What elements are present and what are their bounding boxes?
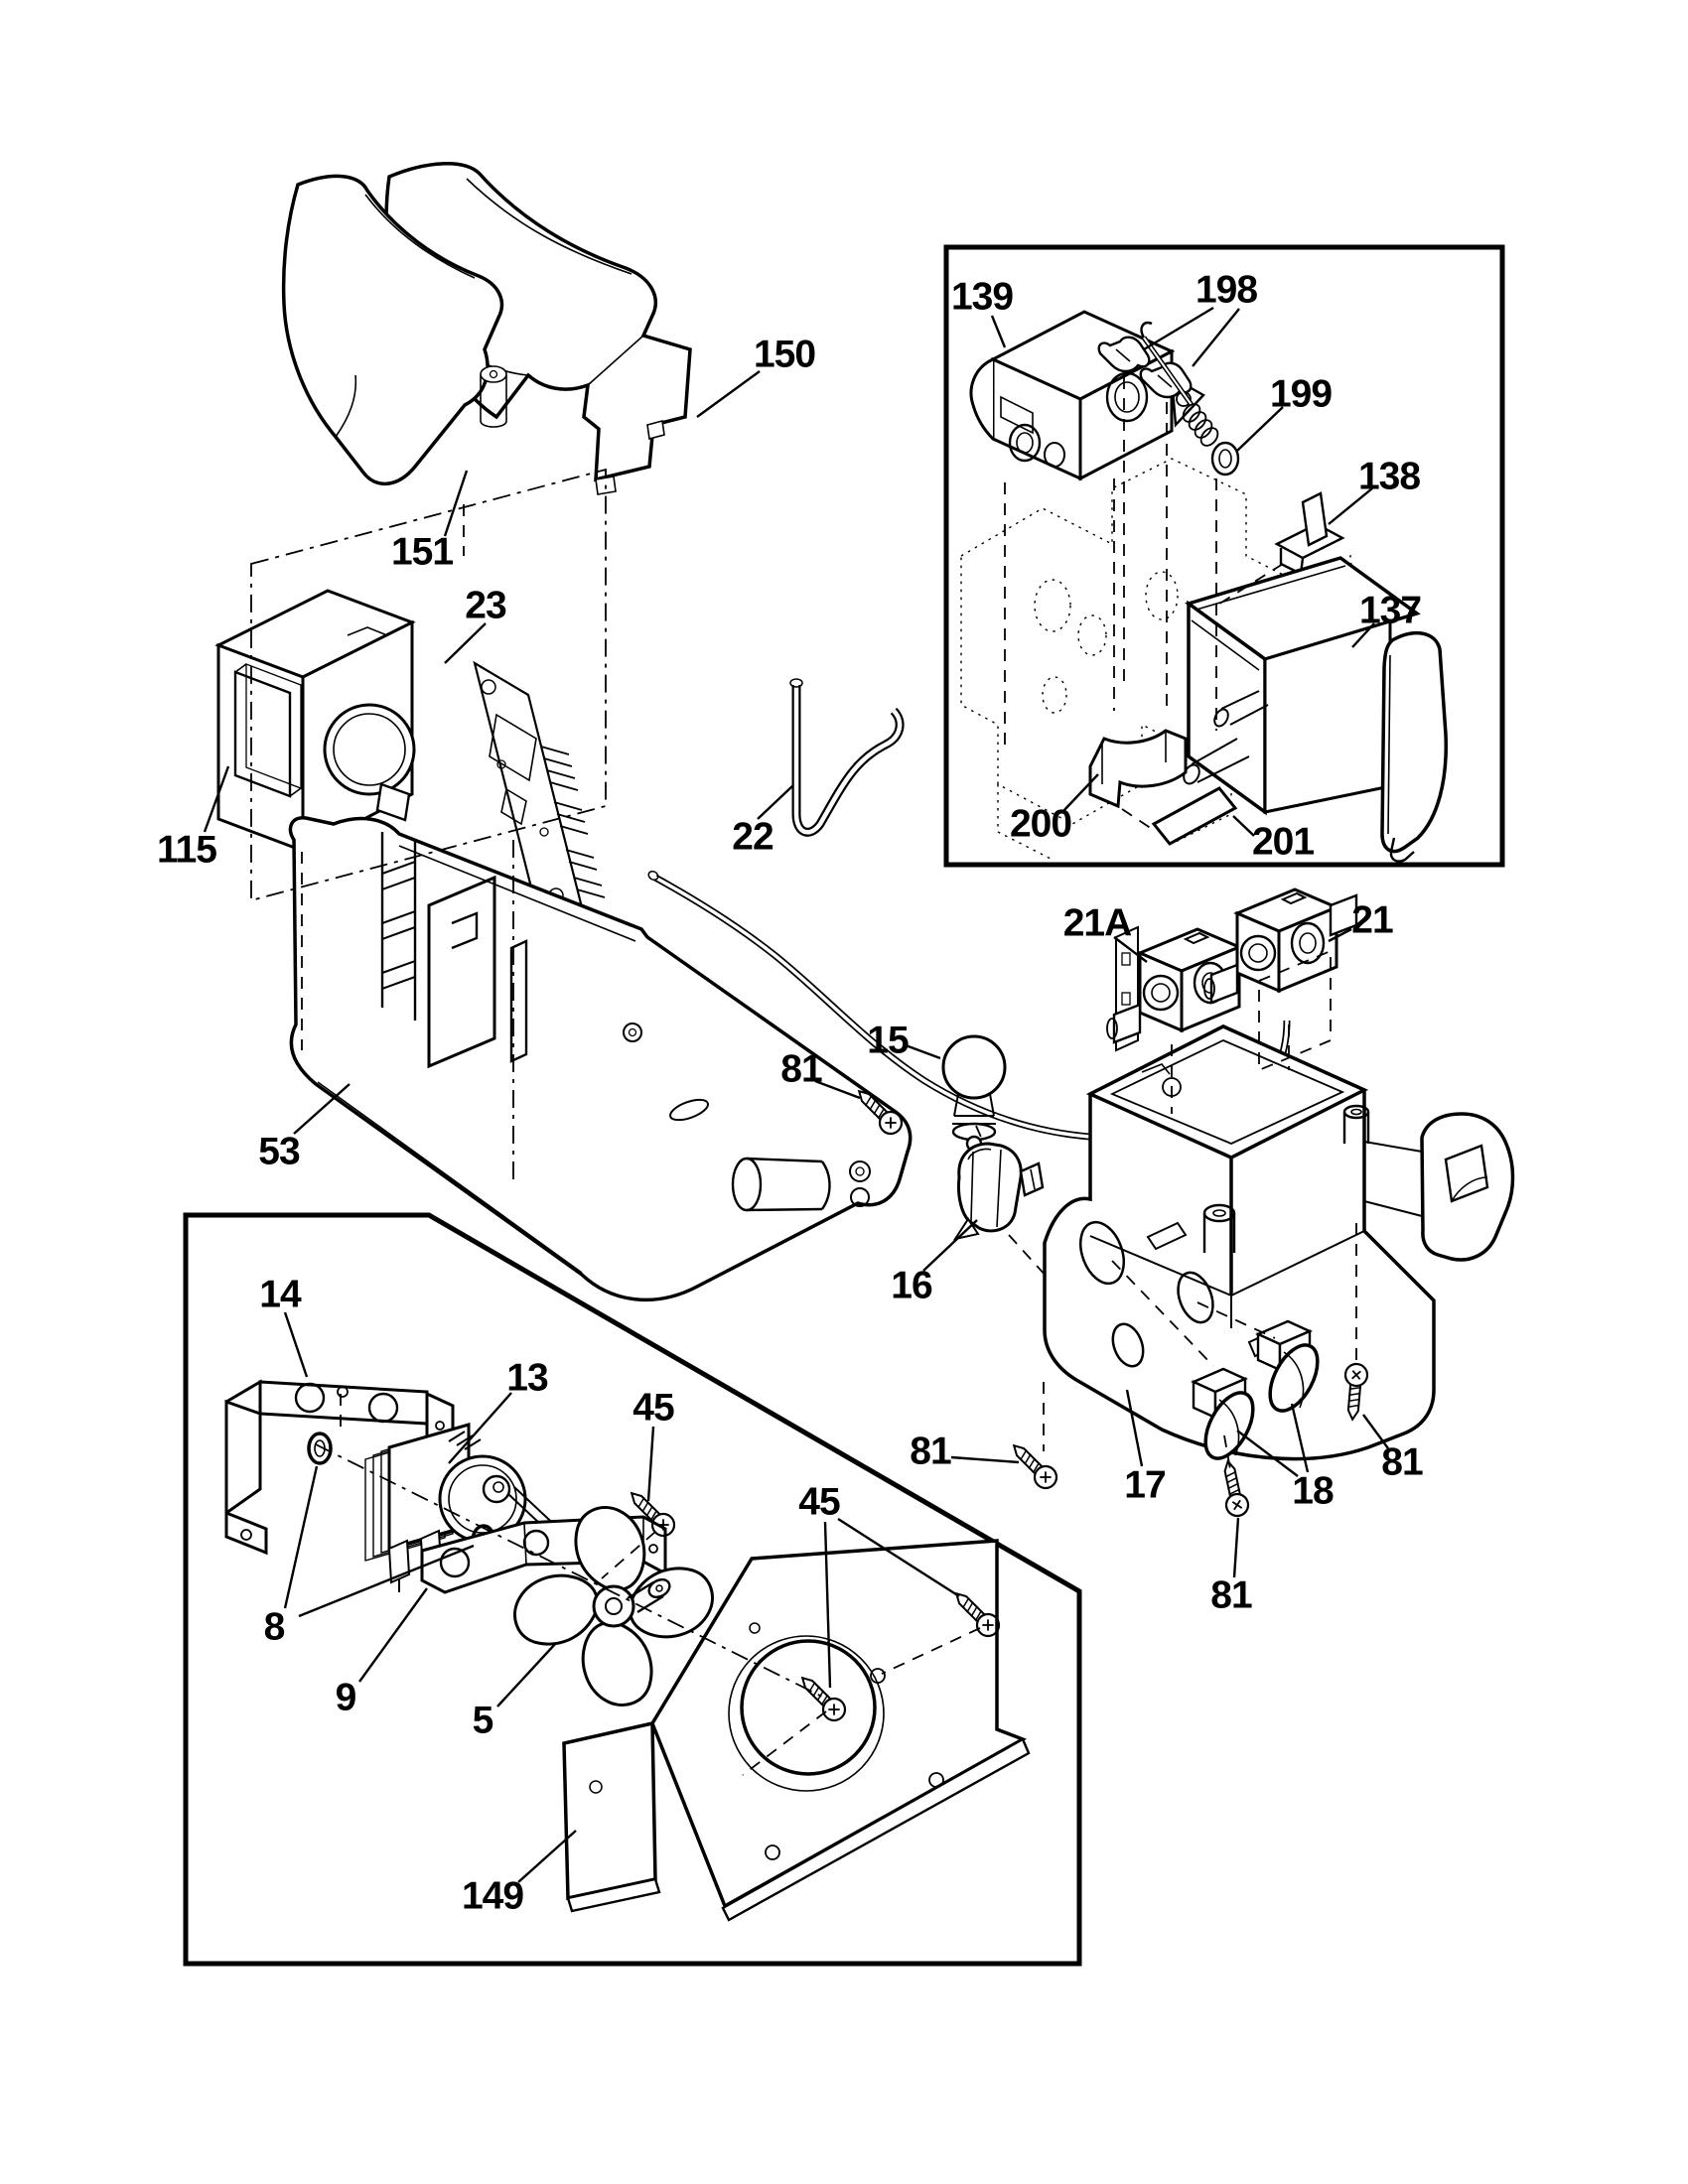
callout-151: [391, 471, 467, 574]
callout-149: [462, 1831, 576, 1918]
callout-5-label: 5: [472, 1699, 493, 1742]
leader-15: [906, 1045, 940, 1058]
callout-45-1-label: 45: [633, 1386, 674, 1430]
callout-200: [1010, 774, 1098, 846]
leader-198: [1144, 308, 1213, 349]
part-damper-control-115: [218, 591, 414, 851]
callout-198-label: 198: [1195, 268, 1258, 312]
callout-14: [259, 1274, 307, 1378]
leader-23: [445, 623, 486, 663]
callout-150: [697, 334, 815, 418]
callout-139: [951, 276, 1013, 348]
callout-22: [732, 785, 793, 859]
leader-53: [294, 1084, 350, 1134]
part-lamp-socket-16: [955, 1144, 1043, 1239]
leader-150: [697, 371, 760, 417]
leader-14: [285, 1312, 307, 1377]
leader-22: [758, 785, 793, 819]
callout-45-2-label: 45: [798, 1480, 840, 1524]
callout-9: [336, 1588, 427, 1719]
callout-16-label: 16: [891, 1264, 932, 1307]
callout-14-label: 14: [259, 1273, 301, 1316]
callout-16: [891, 1220, 977, 1307]
callout-22-label: 22: [732, 815, 774, 859]
part-plate-201: [1154, 788, 1235, 844]
callout-201-label: 201: [1251, 820, 1315, 864]
callout-17-label: 17: [1124, 1463, 1166, 1507]
callout-15: [867, 1020, 940, 1062]
callout-21A-label: 21A: [1062, 901, 1132, 945]
leader-8: [285, 1466, 317, 1608]
callout-138-label: 138: [1357, 455, 1421, 498]
callout-81-3: [1210, 1518, 1252, 1617]
callout-137-label: 137: [1358, 589, 1422, 632]
part-duct-200: [1090, 731, 1186, 806]
callout-53: [258, 1084, 350, 1173]
leader-81-3: [1234, 1518, 1238, 1577]
leader-201: [1233, 816, 1254, 836]
callout-201: [1233, 816, 1314, 864]
callout-150-label: 150: [753, 333, 816, 376]
callout-13-label: 13: [506, 1356, 548, 1400]
callout-149-label: 149: [461, 1874, 524, 1918]
callout-15-label: 15: [867, 1019, 909, 1062]
callout-45-1: [633, 1387, 674, 1502]
callout-13: [449, 1357, 548, 1464]
callout-115-label: 115: [157, 828, 216, 872]
callout-5: [473, 1643, 556, 1742]
callout-21-label: 21: [1351, 898, 1393, 942]
callout-8-label: 8: [263, 1605, 285, 1649]
leader-139: [992, 316, 1005, 347]
callout-81-2: [910, 1431, 1019, 1473]
callout-9-label: 9: [335, 1676, 356, 1719]
leader-9: [359, 1588, 427, 1682]
leader-5: [497, 1643, 556, 1706]
callout-53-label: 53: [258, 1130, 300, 1173]
callout-18-label: 18: [1292, 1469, 1334, 1513]
callout-81-4-label: 81: [1381, 1440, 1423, 1484]
leader-16: [923, 1220, 977, 1271]
callout-81-3-label: 81: [1210, 1573, 1252, 1617]
callout-81-2-label: 81: [910, 1430, 951, 1473]
leader-45-1: [648, 1427, 653, 1501]
callout-200-label: 200: [1009, 802, 1072, 846]
callout-138: [1329, 456, 1420, 525]
callout-199: [1237, 373, 1332, 452]
callout-151-label: 151: [390, 530, 454, 574]
callout-81-1-label: 81: [780, 1047, 822, 1091]
callout-23-label: 23: [465, 584, 506, 627]
callout-23: [445, 585, 506, 664]
callout-199-label: 199: [1269, 372, 1333, 416]
leader-81-2: [951, 1457, 1019, 1462]
callout-139-label: 139: [950, 275, 1014, 319]
